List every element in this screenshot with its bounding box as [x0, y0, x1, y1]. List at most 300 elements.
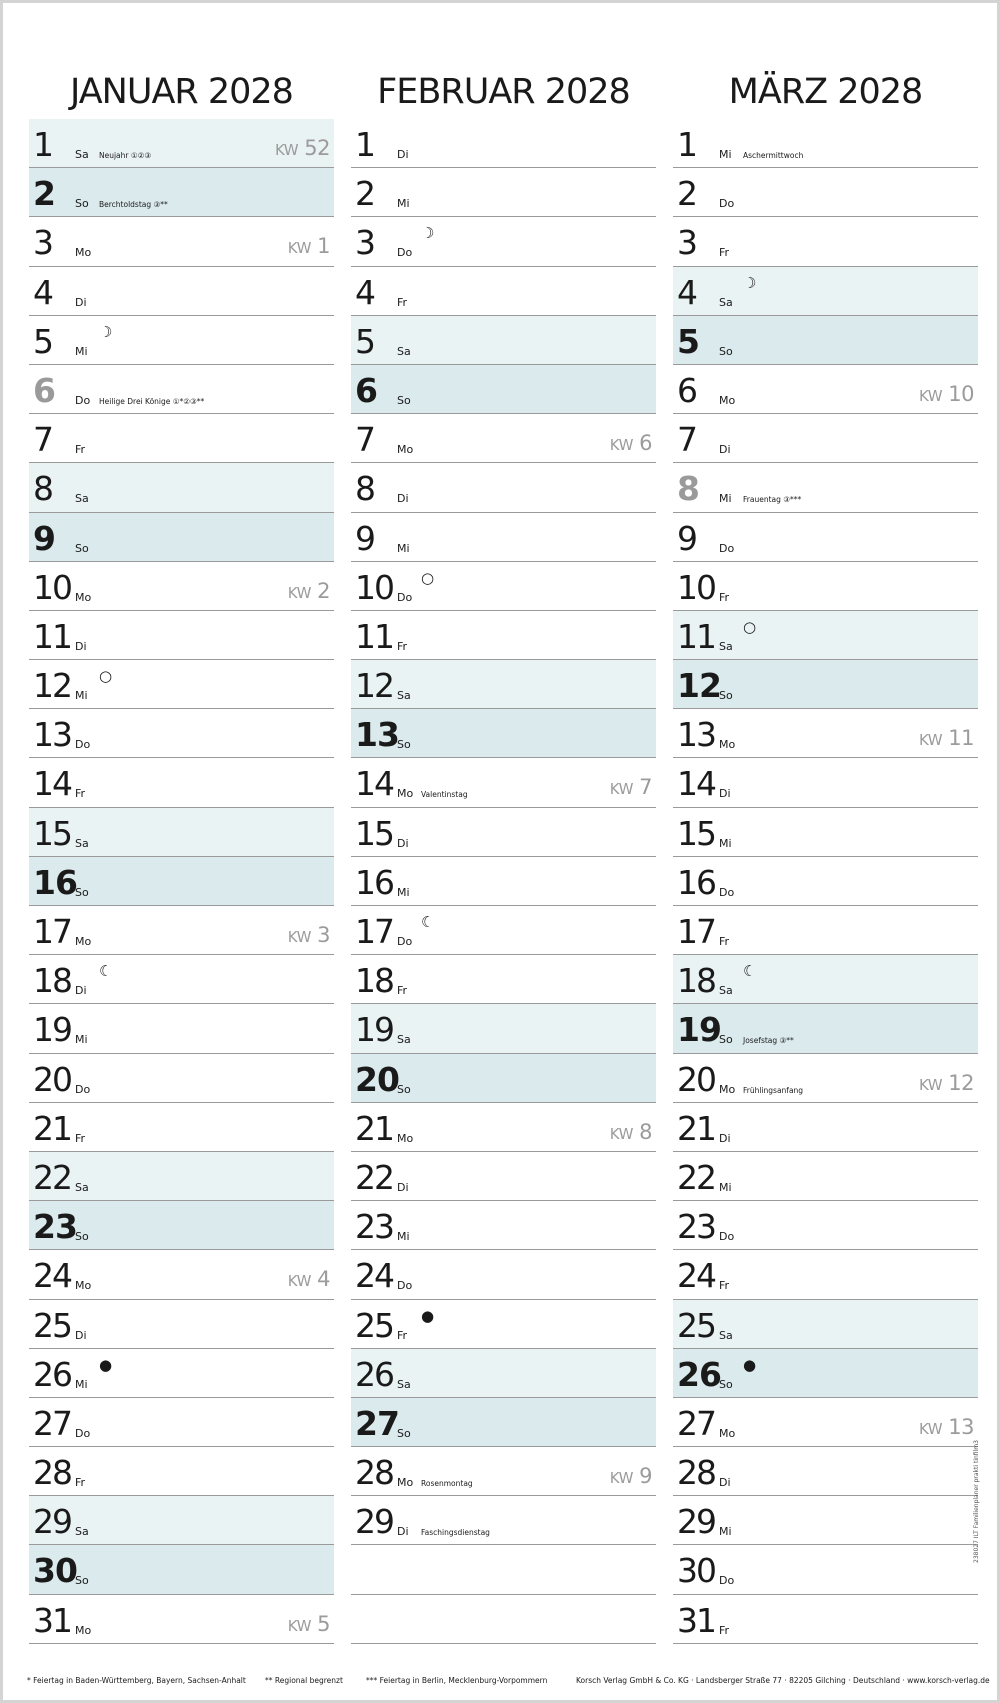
- day-row: [29, 1398, 334, 1447]
- calendar-week-number: 2: [317, 578, 330, 603]
- day-row: [29, 660, 334, 709]
- calendar-week-number: 6: [639, 431, 652, 456]
- calendar-week: [288, 1613, 330, 1637]
- day-number: 21: [355, 1108, 393, 1148]
- day-row: [29, 1300, 334, 1349]
- day-row: [673, 1595, 978, 1644]
- day-number: 7: [33, 420, 52, 460]
- day-number: 18: [355, 961, 393, 1001]
- day-row: [673, 1201, 978, 1250]
- calendar-week-number: 1: [317, 234, 330, 259]
- weekday-label: Sa: [719, 1328, 733, 1342]
- empty-day-row: [351, 1545, 656, 1594]
- weekday-label: Mi: [397, 885, 410, 899]
- weekday-label: Fr: [397, 295, 408, 309]
- day-number: 5: [677, 321, 699, 361]
- calendar-week-label: KW: [274, 141, 299, 159]
- day-number: 28: [33, 1453, 71, 1493]
- day-number: 13: [677, 715, 715, 755]
- day-row: [351, 808, 656, 857]
- weekday-label: Do: [719, 1230, 735, 1244]
- calendar-week-label: KW: [918, 1075, 943, 1094]
- weekday-label: Di: [397, 1525, 409, 1539]
- weekday-label: Do: [397, 935, 413, 948]
- day-row: [29, 1201, 334, 1250]
- day-number: 21: [677, 1108, 715, 1148]
- day-number: 22: [33, 1157, 71, 1197]
- weekday-label: So: [397, 1082, 411, 1096]
- month-title: MÄRZ 2028: [728, 72, 923, 112]
- weekday-label: Di: [397, 836, 409, 850]
- day-number: 4: [677, 272, 696, 312]
- weekday-label: So: [397, 738, 411, 752]
- holiday-note: Faschingsdienstag: [421, 1528, 490, 1538]
- weekday-label: Mo: [397, 787, 414, 801]
- day-number: 9: [677, 518, 696, 558]
- calendar-week-number: 8: [639, 1119, 652, 1144]
- day-number: 10: [33, 567, 71, 607]
- weekday-label: Mi: [719, 492, 732, 506]
- calendar-week-number: 13: [948, 1414, 974, 1439]
- weekday-label: Mi: [719, 836, 732, 850]
- day-number: 4: [33, 272, 52, 312]
- calendar-week-number: 3: [317, 923, 330, 947]
- day-row: [673, 1349, 978, 1398]
- day-number: 6: [355, 370, 377, 410]
- day-row: [351, 217, 656, 266]
- day-row: [351, 414, 656, 463]
- day-row: [351, 1300, 656, 1349]
- weekday-label: Fr: [719, 590, 730, 604]
- day-row: [673, 316, 978, 365]
- weekday-label: Fr: [397, 984, 408, 998]
- weekday-label: Do: [719, 1574, 735, 1588]
- day-number: 18: [677, 961, 715, 1001]
- holiday-note: Rosenmontag: [421, 1479, 473, 1489]
- day-row: [351, 906, 656, 955]
- weekday-label: Sa: [397, 1033, 411, 1047]
- calendar-week-label: KW: [609, 436, 633, 455]
- weekday-label: Mi: [397, 1230, 410, 1244]
- day-row: [351, 1447, 656, 1496]
- weekday-label: So: [719, 689, 733, 703]
- weekday-label: Mi: [75, 689, 88, 703]
- day-row: [673, 1545, 978, 1594]
- day-number: 11: [33, 616, 71, 656]
- calendar-week: [610, 776, 652, 800]
- weekday-label: Do: [75, 1426, 91, 1440]
- calendar-week: [288, 1268, 330, 1292]
- day-row: [29, 414, 334, 463]
- day-row: [29, 1447, 334, 1496]
- day-row: [29, 119, 334, 168]
- holiday-note: Aschermittwoch: [743, 151, 804, 160]
- day-number: 4: [355, 272, 374, 312]
- day-row: [673, 217, 978, 266]
- day-row: [673, 414, 978, 463]
- day-row: [673, 906, 978, 955]
- day-number: 28: [355, 1453, 393, 1493]
- day-row: [673, 611, 978, 660]
- day-row: [673, 758, 978, 807]
- day-row: [29, 906, 334, 955]
- day-row: [29, 1595, 334, 1644]
- weekday-label: Di: [75, 984, 87, 998]
- day-number: 19: [355, 1010, 393, 1050]
- day-number: 10: [355, 567, 393, 607]
- day-number: 3: [355, 223, 374, 263]
- day-row: [351, 513, 656, 562]
- weekday-label: So: [719, 1033, 733, 1047]
- weekday-label: Sa: [75, 836, 89, 850]
- day-number: 12: [677, 666, 721, 706]
- holiday-note: Neujahr ①②③: [99, 151, 152, 160]
- day-row: [673, 168, 978, 217]
- day-number: 24: [33, 1256, 71, 1296]
- day-number: 12: [33, 666, 71, 706]
- weekday-label: Fr: [719, 935, 730, 948]
- calendar-week-number: 10: [948, 381, 974, 406]
- day-row: [351, 267, 656, 316]
- calendar-week-number: 12: [948, 1070, 974, 1095]
- footer-note-2: ** Regional begrenzt: [265, 1676, 343, 1685]
- day-row: [351, 758, 656, 807]
- day-number: 15: [33, 813, 71, 853]
- day-row: [673, 1004, 978, 1053]
- calendar-week: [919, 1416, 974, 1440]
- weekday-label: Mo: [719, 738, 736, 752]
- day-row: [29, 1054, 334, 1103]
- weekday-label: Do: [719, 541, 735, 555]
- weekday-label: Mi: [719, 1180, 732, 1194]
- day-number: 19: [33, 1010, 71, 1050]
- day-number: 23: [355, 1207, 393, 1247]
- day-number: 24: [677, 1256, 715, 1296]
- weekday-label: So: [397, 1426, 411, 1440]
- day-row: [673, 1447, 978, 1496]
- day-number: 2: [355, 174, 374, 214]
- day-row: [29, 1152, 334, 1201]
- day-number: 11: [677, 616, 715, 656]
- weekday-label: Di: [75, 1328, 87, 1342]
- day-row: [29, 857, 334, 906]
- calendar-week: [919, 727, 974, 751]
- month-column-februar: [351, 63, 656, 1644]
- day-number: 26: [677, 1354, 721, 1394]
- holiday-note: Valentinstag: [421, 790, 468, 800]
- day-row: [351, 1152, 656, 1201]
- weekday-label: Mi: [75, 1377, 88, 1391]
- calendar-week: [288, 924, 330, 948]
- day-number: 7: [677, 420, 696, 460]
- day-row: [673, 513, 978, 562]
- day-number: 16: [33, 862, 77, 902]
- weekday-label: Sa: [397, 344, 411, 358]
- day-number: 31: [677, 1600, 715, 1640]
- moon-phase-icon: ○: [421, 568, 435, 587]
- calendar-week-number: 5: [317, 1611, 330, 1636]
- calendar-week: [919, 383, 974, 407]
- weekday-label: Di: [75, 639, 87, 653]
- calendar-week-label: KW: [609, 1124, 633, 1143]
- weekday-label: Mo: [719, 1426, 736, 1440]
- weekday-label: So: [75, 1230, 89, 1244]
- day-row: [673, 1250, 978, 1299]
- calendar-week-number: 52: [304, 136, 330, 160]
- day-number: 26: [33, 1354, 71, 1394]
- weekday-label: Do: [75, 1082, 91, 1096]
- calendar-week-label: KW: [287, 583, 311, 602]
- calendar-week-number: 7: [639, 775, 652, 800]
- day-number: 10: [677, 567, 715, 607]
- day-row: [673, 1152, 978, 1201]
- weekday-label: Do: [75, 393, 91, 407]
- weekday-label: Do: [397, 1279, 413, 1293]
- day-row: [351, 955, 656, 1004]
- day-number: 22: [355, 1157, 393, 1197]
- moon-phase-icon: ●: [743, 1355, 757, 1374]
- weekday-label: Di: [397, 148, 409, 161]
- calendar-week-label: KW: [287, 928, 311, 946]
- day-number: 25: [33, 1305, 71, 1345]
- publisher-info: Korsch Verlag GmbH & Co. KG · Landsberger Straße 77 · 82205 Gilching · Deutschland · www.korsch-verlag.de: [576, 1676, 990, 1685]
- footer-note-3: *** Feiertag in Berlin, Mecklenburg-Vorpommern: [366, 1676, 548, 1685]
- day-row: [673, 709, 978, 758]
- moon-phase-icon: ☽: [743, 273, 757, 292]
- day-row: [673, 267, 978, 316]
- weekday-label: Do: [719, 197, 735, 211]
- weekday-label: Mo: [719, 1082, 736, 1096]
- day-row: [351, 660, 656, 709]
- day-row: [351, 1201, 656, 1250]
- day-number: 17: [677, 912, 715, 951]
- day-number: 1: [33, 125, 52, 164]
- weekday-label: Di: [719, 1131, 731, 1145]
- day-row: [351, 316, 656, 365]
- weekday-label: So: [75, 1574, 89, 1588]
- weekday-label: Mi: [397, 541, 410, 555]
- day-number: 8: [677, 469, 698, 509]
- weekday-label: Fr: [719, 1623, 730, 1637]
- day-number: 30: [33, 1551, 77, 1591]
- day-number: 1: [355, 125, 374, 164]
- day-number: 18: [33, 961, 71, 1001]
- day-row: [29, 808, 334, 857]
- calendar-week: [919, 1072, 974, 1096]
- day-number: 16: [677, 862, 715, 902]
- moon-phase-icon: ●: [421, 1306, 435, 1325]
- weekday-label: So: [397, 393, 411, 407]
- day-row: [29, 168, 334, 217]
- holiday-note: Berchtoldstag ③**: [99, 200, 168, 210]
- calendar-week-label: KW: [918, 1419, 943, 1438]
- day-number: 5: [355, 321, 374, 361]
- weekday-label: So: [75, 885, 89, 899]
- weekday-label: Mi: [75, 344, 88, 358]
- weekday-label: Sa: [719, 295, 733, 309]
- holiday-note: Frühlingsanfang: [743, 1085, 804, 1095]
- calendar-week-label: KW: [287, 1272, 311, 1291]
- weekday-label: Mo: [397, 1131, 414, 1145]
- weekday-label: Mo: [397, 443, 414, 457]
- day-row: [29, 267, 334, 316]
- weekday-label: So: [75, 541, 89, 555]
- day-number: 25: [355, 1305, 393, 1345]
- day-number: 9: [33, 518, 55, 558]
- day-row: [673, 1054, 978, 1103]
- calendar-week: [288, 580, 330, 604]
- day-row: [673, 808, 978, 857]
- weekday-label: Fr: [75, 1131, 86, 1145]
- day-number: 21: [33, 1108, 71, 1148]
- day-number: 3: [677, 223, 696, 263]
- weekday-label: Fr: [75, 443, 86, 457]
- day-row: [351, 1054, 656, 1103]
- day-number: 19: [677, 1010, 721, 1050]
- calendar-week: [275, 137, 330, 161]
- weekday-label: Mi: [719, 148, 732, 161]
- day-number: 14: [677, 764, 715, 804]
- day-row: [29, 365, 334, 414]
- day-number: 2: [677, 174, 696, 214]
- holiday-note: Heilige Drei Könige ①*②③**: [99, 396, 205, 406]
- day-row: [29, 463, 334, 512]
- day-number: 29: [33, 1502, 71, 1542]
- weekday-label: Do: [719, 885, 735, 899]
- calendar-week-number: 9: [639, 1464, 652, 1489]
- moon-phase-icon: ☽: [99, 322, 113, 341]
- weekday-label: Sa: [397, 1377, 411, 1391]
- day-row: [351, 168, 656, 217]
- calendar-week-number: 11: [948, 726, 974, 751]
- month-column-januar: [29, 63, 334, 1644]
- weekday-label: Sa: [75, 1525, 89, 1539]
- weekday-label: So: [719, 344, 733, 358]
- weekday-label: Di: [397, 492, 409, 506]
- day-number: 8: [33, 469, 52, 509]
- day-number: 7: [355, 420, 374, 460]
- holiday-note: Frauentag ③***: [743, 495, 802, 505]
- weekday-label: Sa: [75, 1180, 89, 1194]
- day-number: 20: [33, 1059, 71, 1099]
- day-number: 6: [677, 370, 696, 410]
- day-number: 20: [355, 1059, 399, 1099]
- day-row: [673, 365, 978, 414]
- moon-phase-icon: ○: [743, 617, 757, 636]
- moon-phase-icon: ☾: [99, 962, 113, 981]
- day-row: [351, 857, 656, 906]
- day-number: 20: [677, 1059, 715, 1099]
- weekday-label: Mo: [719, 393, 736, 407]
- day-row: [29, 513, 334, 562]
- day-row: [351, 1103, 656, 1152]
- weekday-label: So: [75, 197, 89, 211]
- weekday-label: Sa: [75, 492, 89, 506]
- empty-day-row: [351, 1595, 656, 1644]
- day-number: 27: [33, 1403, 71, 1443]
- weekday-label: Mo: [75, 1279, 92, 1293]
- calendar-week-label: KW: [609, 780, 633, 799]
- weekday-label: So: [719, 1377, 733, 1391]
- day-number: 17: [33, 912, 71, 951]
- calendar-week-label: KW: [918, 731, 943, 750]
- weekday-label: Mo: [75, 590, 92, 604]
- day-row: [673, 463, 978, 512]
- day-number: 5: [33, 321, 52, 361]
- weekday-label: Mo: [397, 1476, 414, 1490]
- day-row: [29, 1496, 334, 1545]
- calendar-week-label: KW: [287, 1616, 311, 1635]
- moon-phase-icon: ☾: [421, 913, 435, 931]
- day-row: [351, 119, 656, 168]
- weekday-label: Mo: [75, 1623, 92, 1637]
- calendar-week-label: KW: [287, 239, 311, 258]
- holiday-note: Josefstag ③**: [743, 1036, 794, 1046]
- day-row: [29, 1349, 334, 1398]
- day-number: 29: [355, 1502, 393, 1542]
- day-row: [351, 1349, 656, 1398]
- day-number: 23: [33, 1207, 77, 1247]
- calendar-week: [610, 1465, 652, 1489]
- moon-phase-icon: ●: [99, 1355, 113, 1374]
- day-row: [29, 611, 334, 660]
- day-number: 12: [355, 666, 393, 706]
- day-number: 15: [677, 813, 715, 853]
- calendar-week-label: KW: [609, 1469, 633, 1488]
- day-row: [351, 709, 656, 758]
- day-row: [351, 1004, 656, 1053]
- weekday-label: Di: [397, 1180, 409, 1194]
- day-number: 11: [355, 616, 393, 656]
- weekday-label: Mi: [397, 197, 410, 211]
- day-row: [673, 660, 978, 709]
- moon-phase-icon: ☾: [743, 962, 757, 981]
- day-row: [673, 1300, 978, 1349]
- day-number: 6: [33, 370, 54, 410]
- day-row: [29, 1545, 334, 1594]
- calendar-week-number: 4: [317, 1267, 330, 1292]
- day-number: 29: [677, 1502, 715, 1542]
- day-row: [29, 217, 334, 266]
- moon-phase-icon: ☽: [421, 224, 435, 243]
- weekday-label: Di: [719, 443, 731, 457]
- weekday-label: Fr: [397, 1328, 408, 1342]
- day-row: [673, 1496, 978, 1545]
- calendar-week: [610, 1121, 652, 1145]
- weekday-label: Do: [397, 590, 413, 604]
- weekday-label: Fr: [719, 1279, 730, 1293]
- print-code: 238027 ILT Familienplaner prakti tinfilm3: [973, 1440, 980, 1563]
- day-number: 1: [677, 125, 696, 164]
- day-row: [351, 562, 656, 611]
- day-number: 31: [33, 1600, 71, 1640]
- day-number: 13: [355, 715, 399, 755]
- weekday-label: Sa: [719, 984, 733, 998]
- weekday-label: Di: [719, 787, 731, 801]
- weekday-label: Mo: [75, 935, 92, 948]
- calendar-week-label: KW: [918, 386, 943, 405]
- weekday-label: Sa: [75, 148, 89, 161]
- day-number: 16: [355, 862, 393, 902]
- day-number: 15: [355, 813, 393, 853]
- day-row: [351, 463, 656, 512]
- day-row: [673, 857, 978, 906]
- day-row: [351, 1496, 656, 1545]
- day-number: 22: [677, 1157, 715, 1197]
- day-row: [29, 955, 334, 1004]
- day-row: [29, 709, 334, 758]
- footer-note-1: * Feiertag in Baden-Württemberg, Bayern, Sachsen-Anhalt: [27, 1676, 246, 1685]
